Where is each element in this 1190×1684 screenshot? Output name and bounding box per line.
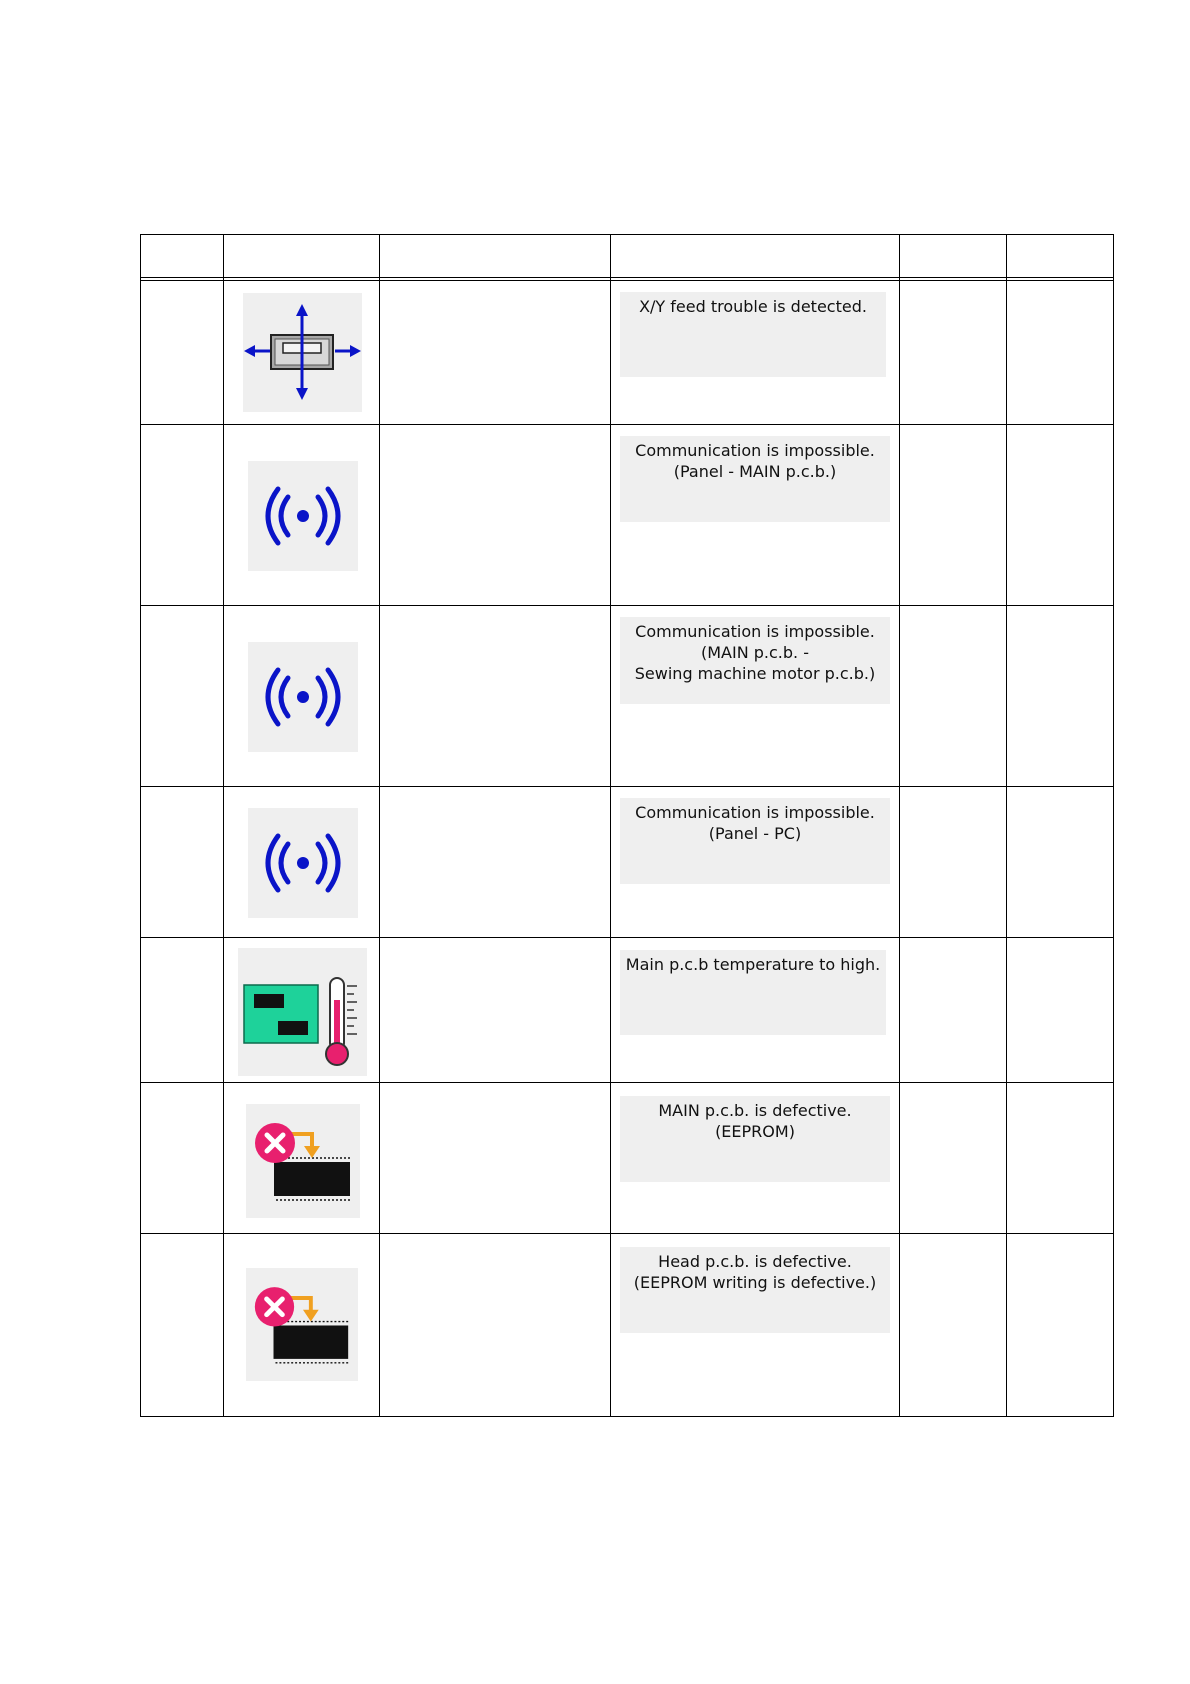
- table-row-2-message: Communication is impossible. (Panel - MAIN p.c.b.): [620, 436, 890, 522]
- row-divider: [140, 1233, 1114, 1234]
- pcb-temperature-icon: [238, 948, 367, 1076]
- table-row-5-icon: [238, 948, 367, 1076]
- table-row-3-message: Communication is impossible. (MAIN p.c.b. - Sewing machine motor p.c.b.): [620, 617, 890, 704]
- table-row-7-icon: [246, 1268, 358, 1381]
- eeprom-error-icon: [246, 1268, 358, 1381]
- table-row-4-message: Communication is impossible. (Panel - PC): [620, 798, 890, 884]
- col-border: [379, 234, 380, 1417]
- row-divider: [140, 1082, 1114, 1083]
- table-row-7-message: Head p.c.b. is defective. (EEPROM writing is defective.): [620, 1247, 890, 1333]
- table-row-5-message: Main p.c.b temperature to high.: [620, 950, 886, 1035]
- table-row-6-icon: [246, 1104, 360, 1218]
- col-border: [1113, 234, 1114, 1417]
- table-row-1-icon: [243, 293, 362, 412]
- col-border: [610, 234, 611, 1417]
- communication-icon: [248, 808, 358, 918]
- row-divider: [140, 424, 1114, 425]
- row-divider: [140, 786, 1114, 787]
- xy-feed-icon: [243, 293, 362, 412]
- row-divider: [140, 605, 1114, 606]
- col-border: [899, 234, 900, 1417]
- col-border: [1006, 234, 1007, 1417]
- eeprom-error-icon: [246, 1104, 360, 1218]
- table-row-1-message: X/Y feed trouble is detected.: [620, 292, 886, 377]
- table-row-4-icon: [248, 808, 358, 918]
- communication-icon: [248, 461, 358, 571]
- col-border: [223, 234, 224, 1417]
- header-divider: [140, 277, 1114, 278]
- table-border-top: [140, 234, 1114, 235]
- table-row-2-icon: [248, 461, 358, 571]
- table-border-bottom: [140, 1416, 1114, 1417]
- table-row-3-icon: [248, 642, 358, 752]
- header-divider-double: [140, 280, 1114, 281]
- row-divider: [140, 937, 1114, 938]
- col-border: [140, 234, 141, 1417]
- communication-icon: [248, 642, 358, 752]
- table-row-6-message: MAIN p.c.b. is defective. (EEPROM): [620, 1096, 890, 1182]
